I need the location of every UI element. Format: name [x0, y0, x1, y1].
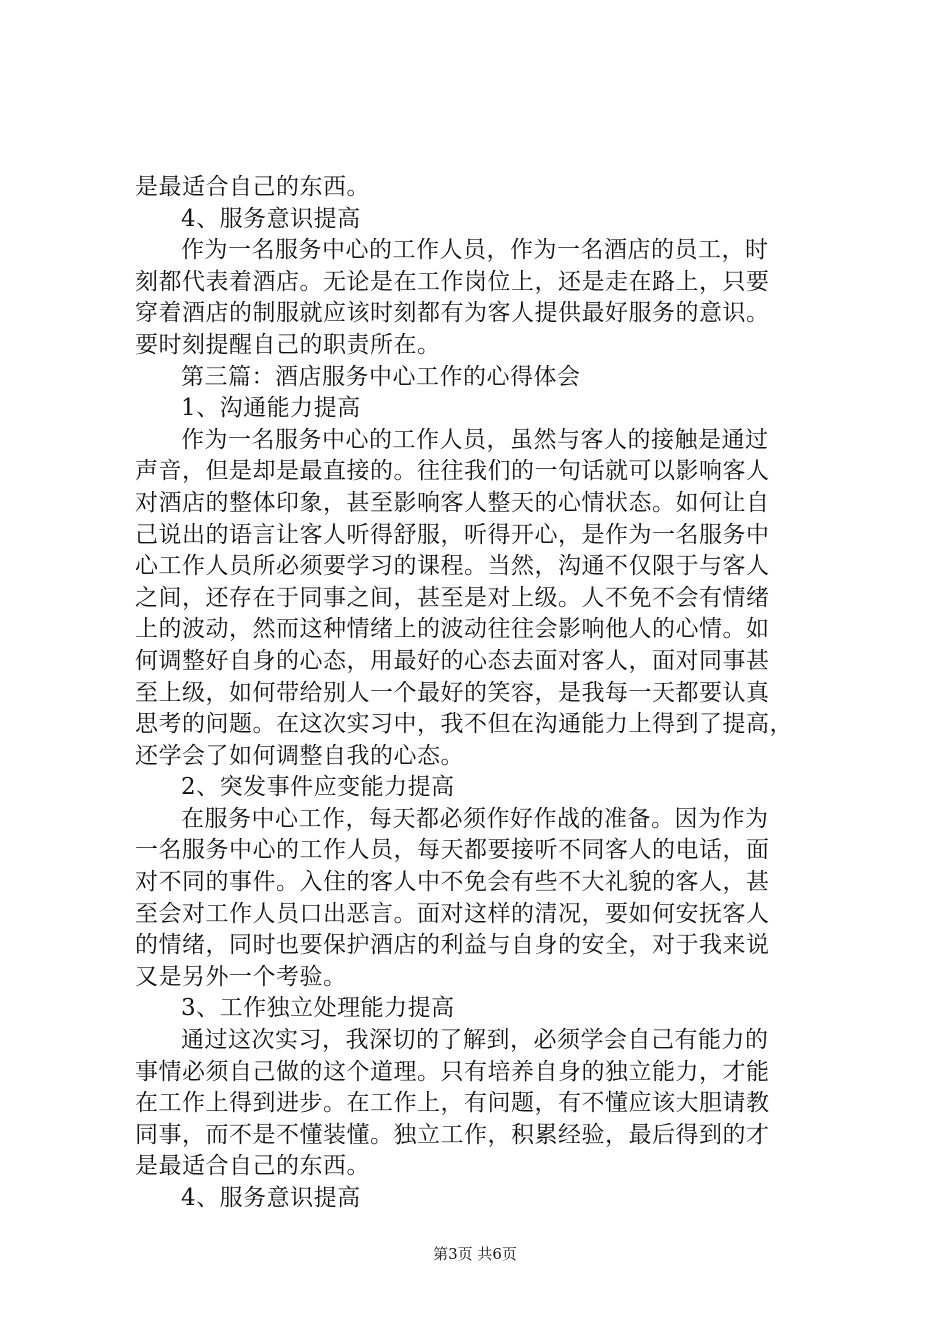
text-line: 事情必须自己做的这个道理。只有培养自身的独立能力，才能	[135, 1058, 770, 1085]
text-line: 第三篇：酒店服务中心工作的心得体会	[181, 363, 581, 390]
text-line: 心工作人员所必须要学习的课程。当然，沟通不仅限于与客人	[135, 553, 770, 580]
text-line: 还学会了如何调整自我的心态。	[135, 742, 464, 769]
text-line: 作为一名服务中心的工作人员，虽然与客人的接触是通过	[181, 426, 769, 453]
text-line: 2、突发事件应变能力提高	[181, 774, 455, 801]
text-line: 刻都代表着酒店。无论是在工作岗位上，还是走在路上，只要	[135, 268, 770, 295]
text-line: 又是另外一个考验。	[135, 963, 347, 990]
text-line: 作为一名服务中心的工作人员，作为一名酒店的员工，时	[181, 237, 769, 264]
text-line: 在工作上得到进步。在工作上，有问题，有不懂应该大胆请教	[135, 1090, 770, 1117]
text-line: 1、沟通能力提高	[181, 395, 361, 422]
page-footer: 第3页 共6页	[433, 1245, 517, 1263]
text-line: 同事，而不是不懂装懂。独立工作，积累经验，最后得到的才	[135, 1121, 770, 1148]
text-line: 至会对工作人员口出恶言。面对这样的清况，要如何安抚客人	[135, 900, 770, 927]
text-line: 之间，还存在于同事之间，甚至是对上级。人不免不会有情绪	[135, 584, 770, 611]
text-line: 思考的问题。在这次实习中，我不但在沟通能力上得到了提高，	[135, 711, 793, 738]
text-line: 3、工作独立处理能力提高	[181, 995, 455, 1022]
text-line: 是最适合自己的东西。	[135, 1153, 370, 1180]
text-line: 是最适合自己的东西。	[135, 174, 370, 200]
text-line: 何调整好自身的心态，用最好的心态去面对客人，面对同事甚	[135, 647, 770, 674]
text-line: 上的波动，然而这种情绪上的波动往往会影响他人的心情。如	[135, 616, 770, 643]
text-line: 至上级，如何带给别人一个最好的笑容，是我每一天都要认真	[135, 679, 770, 706]
text-line: 4、服务意识提高	[181, 205, 361, 232]
text-line: 在服务中心工作，每天都必须作好作战的准备。因为作为	[181, 805, 769, 832]
text-line: 声音，但是却是最直接的。往往我们的一句话就可以影响客人	[135, 458, 770, 485]
text-line: 通过这次实习，我深切的了解到，必须学会自己有能力的	[181, 1027, 769, 1054]
text-line: 要时刻提醒自己的职责所在。	[135, 331, 441, 358]
text-line: 对酒店的整体印象，甚至影响客人整天的心情状态。如何让自	[135, 489, 770, 516]
text-line: 穿着酒店的制服就应该时刻都有为客人提供最好服务的意识。	[135, 300, 770, 327]
text-line: 一名服务中心的工作人员，每天都要接听不同客人的电话，面	[135, 837, 770, 864]
text-line: 己说出的语言让客人听得舒服，听得开心，是作为一名服务中	[135, 521, 770, 548]
document-body	[135, 172, 825, 1215]
text-line: 的情绪，同时也要保护酒店的利益与自身的安全，对于我来说	[135, 932, 770, 959]
text-line: 4、服务意识提高	[181, 1185, 361, 1211]
text-line: 对不同的事件。入住的客人中不免会有些不大礼貌的客人，甚	[135, 869, 770, 896]
